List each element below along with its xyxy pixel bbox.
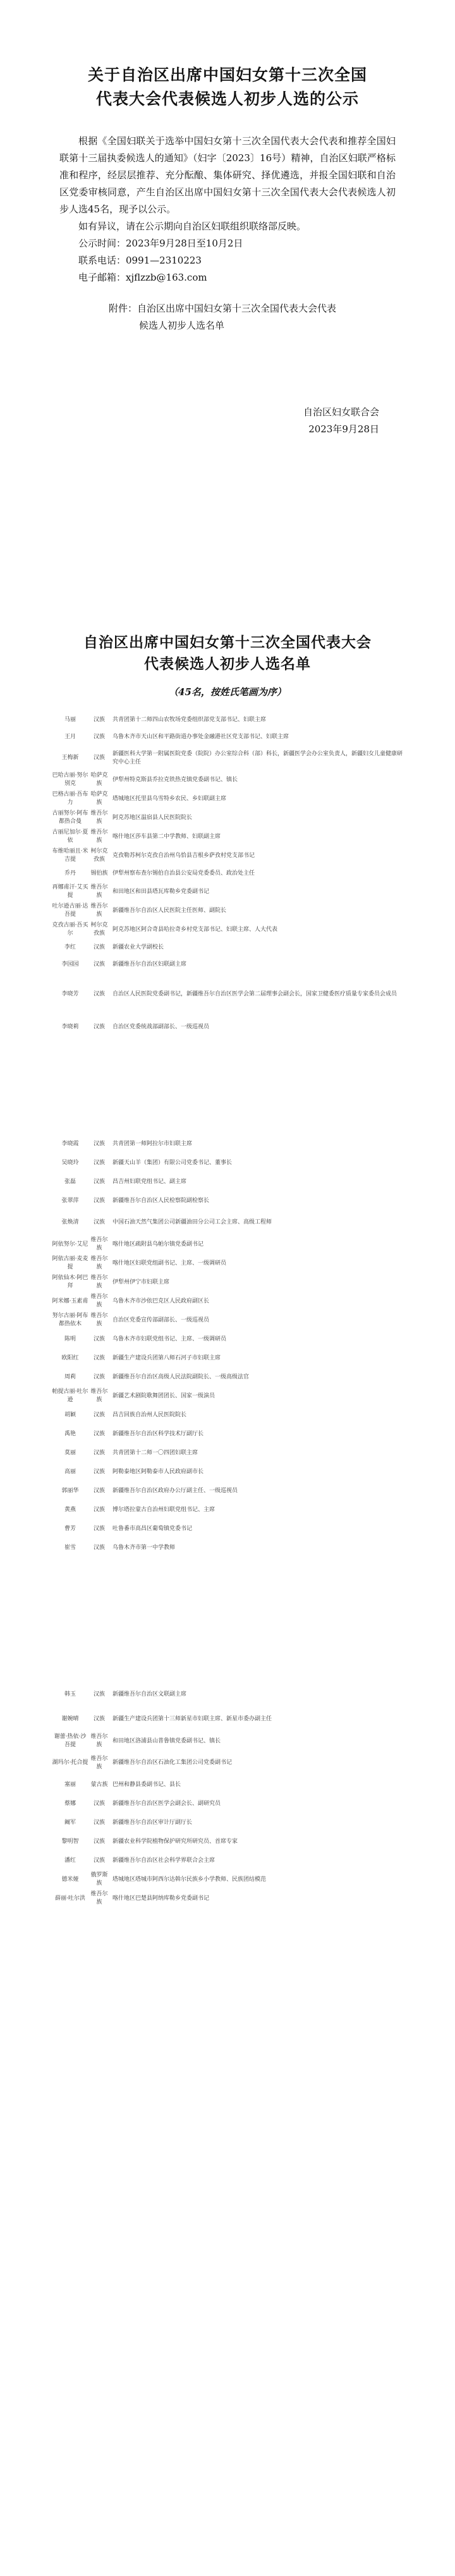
candidate-position: 新疆艺术剧院歌舞团团长、国家一级演员	[112, 1392, 215, 1399]
candidate-ethnicity: 维吾尔族	[90, 1237, 108, 1251]
table-row	[52, 1500, 403, 1519]
candidate-name: 李晓芳	[61, 990, 79, 997]
table-row	[52, 1481, 403, 1500]
notice-period: 公示时间：2023年9月28日至10月2日	[78, 238, 243, 249]
candidate-ethnicity: 汉族	[93, 1024, 105, 1030]
candidate-position: 新疆农业大学副校长	[112, 944, 164, 951]
candidate-ethnicity: 汉族	[93, 1525, 105, 1532]
table-row	[52, 1254, 403, 1273]
notice-signature	[59, 404, 396, 438]
candidate-name: 阿依仙木·阿巴拜	[52, 1275, 88, 1289]
table-row	[52, 1134, 403, 1153]
candidate-name: 阿米娜·玉素甫	[52, 1297, 88, 1304]
candidate-position: 新疆维吾尔自治区审计厅副厅长	[112, 1819, 193, 1826]
candidate-name: 李晓霞	[61, 1140, 79, 1147]
table-row	[52, 1292, 403, 1311]
candidate-ethnicity: 维吾尔族	[90, 1256, 108, 1270]
candidate-ethnicity: 维吾尔族	[90, 1891, 108, 1905]
candidate-name: 黎明智	[61, 1838, 79, 1845]
candidate-position: 和田地区和田县塔瓦库勒乡党委副书记	[112, 888, 210, 895]
candidate-position: 昌吉回族自治州人民医院院长	[112, 1411, 187, 1418]
candidate-name: 潘红	[64, 1857, 76, 1864]
candidate-ethnicity: 汉族	[93, 1506, 105, 1513]
list-title	[52, 632, 403, 675]
table-row	[52, 1538, 403, 1557]
candidate-name: 王梅新	[61, 755, 79, 761]
table-row	[52, 1870, 403, 1889]
table-row	[52, 1775, 403, 1794]
table-row	[52, 920, 403, 939]
table-row	[52, 882, 403, 901]
candidate-position: 阿勒泰地区阿勒泰市人民政府副市长	[112, 1468, 204, 1475]
candidate-ethnicity: 维吾尔族	[90, 810, 108, 825]
list-title-line2: 代表候选人初步人选名单	[144, 655, 311, 672]
candidate-position: 自治区党委统战部副部长、一级巡视员	[112, 1024, 210, 1030]
table-row	[52, 1707, 403, 1732]
candidate-position: 和田地区洛浦县山普鲁镇党委副书记、镇长	[112, 1737, 221, 1744]
table-row	[52, 865, 403, 882]
table-row	[52, 789, 403, 808]
candidate-name: 巴哈古丽·努尔别克	[52, 772, 88, 787]
candidate-name: 李晓莉	[61, 1024, 79, 1030]
candidate-ethnicity: 蒙古族	[90, 1781, 108, 1788]
candidate-name: 阚军	[64, 1819, 76, 1826]
table-row	[52, 1682, 403, 1707]
candidate-position: 阿克苏地区阿合奇县哈拉奇乡村党支部书记、妇联主席、人大代表	[112, 926, 278, 933]
candidate-name: 李红	[64, 944, 76, 951]
candidate-ethnicity: 维吾尔族	[90, 829, 108, 844]
candidate-name: 陈明	[64, 1335, 76, 1342]
candidate-ethnicity: 柯尔克孜族	[90, 848, 108, 863]
table-row	[52, 712, 403, 729]
list-title-line1: 自治区出席中国妇女第十三次全国代表大会	[83, 634, 372, 651]
candidate-position: 阿克苏地区温宿县人民医院院长	[112, 814, 193, 821]
candidate-name: 塞丽	[64, 1781, 76, 1788]
candidate-ethnicity: 锡伯族	[90, 870, 108, 877]
candidate-ethnicity: 维吾尔族	[90, 884, 108, 899]
candidate-ethnicity: 汉族	[93, 734, 105, 740]
candidate-ethnicity: 汉族	[93, 1800, 105, 1807]
candidate-position: 伊犁州伊宁市妇联主席	[112, 1279, 170, 1285]
table-row	[52, 1235, 403, 1254]
table-row	[52, 1732, 403, 1751]
candidate-ethnicity: 汉族	[93, 1468, 105, 1475]
table-row	[52, 1387, 403, 1406]
candidate-name: 湖玛尔·托合提	[52, 1759, 88, 1766]
candidate-position: 新疆生产建设兵团第十三师新星市妇联主席、新星市委办副主任	[112, 1716, 272, 1722]
notice-attachment	[59, 300, 396, 334]
candidate-name: 乔丹	[64, 870, 76, 877]
candidate-position: 新疆维吾尔自治区医学会副会长、副研究员	[112, 1800, 221, 1807]
notice-phone: 联系电话：0991—2310223	[78, 255, 202, 266]
candidate-ethnicity: 汉族	[93, 1178, 105, 1185]
candidate-position: 新疆维吾尔自治区高级人民法院副院长、一级高级法官	[112, 1373, 250, 1380]
table-row	[52, 827, 403, 846]
table-row	[52, 1349, 403, 1368]
list-subtitle: （45名，按姓氏笔画为序）	[169, 686, 286, 698]
candidate-name: 张焕清	[61, 1219, 79, 1225]
candidate-name: 郭丽华	[61, 1487, 79, 1494]
candidate-name: 帕提古丽·吐尔逊	[52, 1388, 88, 1403]
candidate-name: 胡颖	[64, 1411, 76, 1418]
signer: 自治区妇女联合会	[303, 406, 379, 418]
sign-date: 2023年9月28日	[308, 423, 379, 435]
table-row	[52, 1832, 403, 1851]
candidate-ethnicity: 俄罗斯族	[90, 1872, 108, 1886]
candidate-ethnicity: 汉族	[93, 755, 105, 761]
notice-title	[59, 63, 396, 111]
notice-paragraph-objection: 如有异议，请在公示期向自治区妇联组织联络部反映。	[78, 221, 306, 232]
candidate-ethnicity: 汉族	[93, 1487, 105, 1494]
candidate-ethnicity: 汉族	[93, 1373, 105, 1380]
candidate-name: 谢婉晴	[61, 1716, 79, 1722]
candidate-ethnicity: 维吾尔族	[90, 1388, 108, 1403]
candidate-position: 新疆维吾尔自治区政府办公厅副主任、一级巡视员	[112, 1487, 238, 1494]
candidate-name: 薛丽·吐尔洪	[55, 1895, 85, 1902]
candidate-position: 新疆维吾尔自治区石油化工集团公司党委副书记	[112, 1759, 233, 1766]
candidate-table-part3	[52, 1682, 403, 1908]
candidate-name: 崔雪	[64, 1544, 76, 1551]
attachment-line2: 候选人初步人选名单	[139, 320, 225, 331]
candidate-name: 黄燕	[64, 1506, 76, 1513]
notice-page	[0, 0, 455, 480]
candidate-position: 共青团第十二师四山农牧场党委组织部党支部书记、妇联主席	[112, 717, 267, 723]
candidate-name: 高丽	[64, 1468, 76, 1475]
candidate-position: 昌吉州妇联党组书记、副主席	[112, 1178, 187, 1185]
candidate-ethnicity: 汉族	[93, 717, 105, 723]
candidate-position: 喀什地区巴楚县阿纳库勒乡党委副书记	[112, 1895, 210, 1902]
candidate-position: 喀什地区疏附县乌帕尔镇党委副书记	[112, 1241, 204, 1248]
table-row	[52, 1425, 403, 1443]
candidate-name: 吐尔逊古丽·达吾提	[52, 903, 88, 918]
table-row	[52, 1172, 403, 1191]
table-row	[52, 901, 403, 920]
table-row	[52, 1519, 403, 1538]
candidate-ethnicity: 维吾尔族	[90, 903, 108, 918]
table-row	[52, 1889, 403, 1908]
candidate-name: 李园园	[61, 961, 79, 968]
candidate-name: 周莉	[64, 1373, 76, 1380]
candidate-name: 阿依努尔·艾尼	[52, 1241, 88, 1248]
candidate-position: 自治区党委宣传部副部长、一级巡视员	[112, 1316, 210, 1323]
candidate-position: 克孜勒苏柯尔克孜自治州乌恰县吉根乡萨孜村党支部书记	[112, 852, 255, 859]
candidate-ethnicity: 汉族	[93, 961, 105, 968]
candidate-ethnicity: 汉族	[93, 1430, 105, 1437]
candidate-position: 伊犁州特克斯县乔拉克铁热克镇党委副书记、镇长	[112, 776, 238, 783]
candidate-position: 新疆农业科学院植物保护研究所研究员、首席专家	[112, 1838, 238, 1845]
candidate-name: 巴格古丽·吾布力	[52, 791, 88, 806]
candidate-name: 阿依古丽·麦麦提	[52, 1256, 88, 1270]
table-row	[52, 1368, 403, 1387]
candidate-name: 王月	[64, 734, 76, 740]
candidate-name: 莫丽	[64, 1449, 76, 1456]
candidate-list-page	[0, 632, 455, 2576]
candidate-position: 新疆医科大学第一附属医院党委（院院）办公室综合科（部）科长，新疆医学会办公室负责人，新疆妇女儿童健康研究中心主任	[112, 750, 403, 765]
candidate-position: 巴州和静县委副书记、县长	[112, 1781, 181, 1788]
candidate-ethnicity: 汉族	[93, 1857, 105, 1864]
candidate-position: 乌鲁木齐市妇联党组书记、主席、一级调研员	[112, 1335, 227, 1342]
candidate-ethnicity: 柯尔克孜族	[90, 922, 108, 937]
table-row	[52, 1191, 403, 1210]
candidate-ethnicity: 维吾尔族	[90, 1313, 108, 1327]
table-row	[52, 1311, 403, 1330]
candidate-ethnicity: 哈萨克族	[90, 791, 108, 806]
candidate-ethnicity: 维吾尔族	[90, 1734, 108, 1748]
candidate-name: 韩玉	[64, 1691, 76, 1698]
candidate-position: 新疆生产建设兵团第八师石河子市妇联主席	[112, 1354, 221, 1361]
candidate-position: 乌鲁木齐市第一中学教师	[112, 1544, 176, 1551]
candidate-table-part2	[52, 1134, 403, 1557]
table-row	[52, 956, 403, 973]
table-row	[52, 1330, 403, 1349]
candidate-ethnicity: 汉族	[93, 1140, 105, 1147]
notice-paragraph-main: 根据《全国妇联关于选举中国妇女第十三次全国代表大会代表和推荐全国妇联第十三届执委候选人的通知》（妇字〔2023〕16号）精神，自治区妇联严格标准和程序，经层层推荐、充分酝酿、集体研究、择优遴选，并报全国妇联和自治区党委审核同意，产生自治区出席中国妇女第十三次全国代表大会代表候选人初步人选45名，现予以公示。	[59, 135, 396, 215]
attachment-line1: 附件：自治区出席中国妇女第十三次全国代表大会代表	[109, 303, 337, 314]
candidate-name: 古丽尼加尔·夏依	[52, 829, 88, 844]
notice-title-line2: 代表大会代表候选人初步人选的公示	[95, 90, 359, 108]
table-row	[52, 1751, 403, 1775]
table-row	[52, 973, 403, 1015]
candidate-ethnicity: 汉族	[93, 944, 105, 951]
candidate-position: 新疆维吾尔自治区文联副主席	[112, 1691, 187, 1698]
table-row	[52, 1153, 403, 1172]
candidate-name: 欧阳红	[61, 1354, 79, 1361]
table-row	[52, 1462, 403, 1481]
candidate-name: 马丽	[64, 717, 76, 723]
candidate-ethnicity: 汉族	[93, 1838, 105, 1845]
candidate-name: 蔡娜	[64, 1800, 76, 1807]
table-row	[52, 1794, 403, 1813]
candidate-ethnicity: 汉族	[93, 1354, 105, 1361]
candidate-ethnicity: 维吾尔族	[90, 1275, 108, 1289]
table-row	[52, 808, 403, 827]
candidate-name: 禹艳	[64, 1430, 76, 1437]
candidate-name: 曹芳	[64, 1525, 76, 1532]
candidate-ethnicity: 汉族	[93, 1197, 105, 1204]
candidate-name: 古丽努尔·阿布都热合曼	[52, 810, 88, 825]
table-row	[52, 1210, 403, 1235]
candidate-name: 努尔古丽·阿布都热依木	[52, 1313, 88, 1327]
candidate-ethnicity: 汉族	[93, 1544, 105, 1551]
candidate-position: 新疆天山羊（集团）有限公司党委书记、董事长	[112, 1159, 233, 1166]
candidate-position: 博尔塔拉蒙古自治州妇联党组书记、主席	[112, 1506, 215, 1513]
candidate-position: 新疆维吾尔自治区科学技术厅副厅长	[112, 1430, 204, 1437]
candidate-name: 张翠萍	[61, 1197, 79, 1204]
candidate-position: 伊犁州察布查尔锡伯自治县公安局党委委员、政治处主任	[112, 870, 255, 877]
candidate-position: 喀什地区妇联党组副书记、主席、一级调研员	[112, 1260, 227, 1267]
candidate-ethnicity: 汉族	[93, 1716, 105, 1722]
candidate-position: 喀什地区莎车县第二中学教师、妇联副主席	[112, 833, 221, 840]
candidate-ethnicity: 汉族	[93, 1335, 105, 1342]
candidate-position: 新疆维吾尔自治区妇联副主席	[112, 961, 187, 968]
candidate-name: 再娜甫汗·艾买提	[52, 884, 88, 899]
candidate-ethnicity: 汉族	[93, 1691, 105, 1698]
notice-email: 电子邮箱：xjflzzb@163.com	[78, 272, 207, 283]
candidate-position: 塔城地区托里县乌雪特乡农民、乡妇联副主席	[112, 795, 227, 802]
candidate-ethnicity: 哈萨克族	[90, 772, 108, 787]
candidate-ethnicity: 汉族	[93, 1449, 105, 1456]
candidate-name: 谢蕾·热依·沙吾提	[54, 1734, 87, 1748]
candidate-name: 布维哈丽且·米吉提	[52, 848, 88, 863]
candidate-name: 德米娅	[61, 1876, 79, 1883]
table-row	[52, 746, 403, 770]
candidate-table-part1	[52, 712, 403, 1040]
candidate-position: 共青团第一师阿拉尔市妇联主席	[112, 1140, 193, 1147]
table-row	[52, 1813, 403, 1832]
candidate-name: 吴晓玲	[61, 1159, 79, 1166]
table-row	[52, 1273, 403, 1292]
candidate-position: 乌鲁木齐市天山区和平路街道办事处金融港社区党支部书记、妇联主席	[112, 734, 289, 740]
candidate-ethnicity: 维吾尔族	[90, 1755, 108, 1770]
table-row	[52, 939, 403, 956]
candidate-position: 中国石油天然气集团公司新疆油田分公司工会主席、高级工程师	[112, 1219, 272, 1225]
table-row	[52, 1443, 403, 1462]
table-row	[52, 846, 403, 865]
candidate-position: 自治区人民医院党委副书记，新疆维吾尔自治区医学会第二届理事会副会长，国家卫健委医疗质量专家委员会成员	[112, 990, 397, 997]
candidate-ethnicity: 汉族	[93, 1411, 105, 1418]
candidate-position: 塔城地区塔城市阿西尔达斡尔民族乡小学教师、民族团结模范	[112, 1876, 267, 1883]
candidate-position: 乌鲁木齐市沙依巴克区人民政府副区长	[112, 1297, 210, 1304]
table-row	[52, 1406, 403, 1425]
candidate-ethnicity: 维吾尔族	[90, 1294, 108, 1308]
candidate-position: 吐鲁番市高昌区葡萄镇党委书记	[112, 1525, 193, 1532]
candidate-position: 共青团第十二师一〇四团妇联主席	[112, 1449, 198, 1456]
table-row	[52, 729, 403, 746]
candidate-ethnicity: 汉族	[93, 1819, 105, 1826]
candidate-position: 新疆维吾尔自治区人民检察院副检察长	[112, 1197, 210, 1204]
candidate-name: 张磊	[64, 1178, 76, 1185]
candidate-ethnicity: 汉族	[93, 1219, 105, 1225]
candidate-name: 克孜古丽·吾买尔	[52, 922, 88, 937]
table-row	[52, 1851, 403, 1870]
table-row	[52, 770, 403, 789]
table-row	[52, 1015, 403, 1040]
candidate-position: 新疆维吾尔自治区人民医院主任医师、副院长	[112, 907, 227, 914]
candidate-ethnicity: 汉族	[93, 990, 105, 997]
notice-title-line1: 关于自治区出席中国妇女第十三次全国	[87, 66, 367, 84]
candidate-ethnicity: 汉族	[93, 1159, 105, 1166]
candidate-position: 新疆维吾尔自治区社会科学界联合会主席	[112, 1857, 215, 1864]
